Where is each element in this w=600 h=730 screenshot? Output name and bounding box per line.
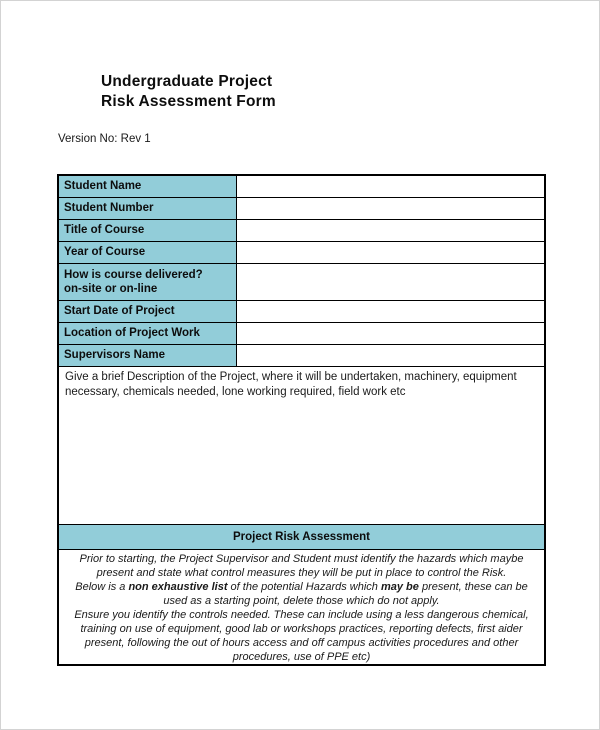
project-description-cell[interactable] xyxy=(59,367,544,525)
document-title xyxy=(101,72,276,111)
form-row-title-of-course xyxy=(59,220,544,242)
project-location-label: Location of Project Work xyxy=(59,323,237,344)
course-year-field[interactable] xyxy=(237,242,544,263)
supervisor-name-label: Supervisors Name xyxy=(59,345,237,366)
start-date-field[interactable] xyxy=(237,301,544,322)
course-delivery-label-line1: How is course delivered? xyxy=(64,268,203,281)
form-row-start-date xyxy=(59,301,544,323)
instruction-paragraph-2 xyxy=(69,580,534,608)
course-title-field[interactable] xyxy=(237,220,544,241)
supervisor-name-field[interactable] xyxy=(237,345,544,366)
course-delivery-label-line2: on-site or on-line xyxy=(64,283,158,295)
student-name-field[interactable] xyxy=(237,176,544,197)
course-delivery-field[interactable] xyxy=(237,264,544,300)
form-row-course-delivery xyxy=(59,264,544,301)
start-date-label: Start Date of Project xyxy=(59,301,237,322)
course-title-label: Title of Course xyxy=(59,220,237,241)
project-description-prompt: Give a brief Description of the Project, where it will be undertaken, machinery, equipment necessary, chemicals needed, lone working required, field work etc xyxy=(65,371,517,398)
course-year-label: Year of Course xyxy=(59,242,237,263)
instruction-paragraph-3: Ensure you identify the controls needed. These can include using a less dangerous chemical, training on use of equipment, good lab or workshops practices, reporting defects, first aider present, following the out of hours access and off campus activities procedures and other procedures, use of PPE etc) xyxy=(74,609,529,663)
course-delivery-label xyxy=(59,264,237,300)
paragraph2-text-1: Below is a xyxy=(75,581,129,593)
risk-assessment-instructions xyxy=(59,550,544,664)
title-line-2: Risk Assessment Form xyxy=(101,92,276,110)
risk-form-table xyxy=(57,174,546,666)
version-label: Version No: Rev 1 xyxy=(58,133,151,145)
form-row-supervisor-name xyxy=(59,345,544,367)
paragraph2-text-2: of the potential Hazards which xyxy=(227,581,381,593)
form-row-student-number xyxy=(59,198,544,220)
form-row-year-of-course xyxy=(59,242,544,264)
form-row-student-name xyxy=(59,176,544,198)
risk-assessment-section-header: Project Risk Assessment xyxy=(59,525,544,550)
paragraph2-bold-may-be: may be xyxy=(380,581,419,593)
student-name-label: Student Name xyxy=(59,176,237,197)
instruction-paragraph-1: Prior to starting, the Project Supervisor and Student must identify the hazards which maybe present and state what control measures they will be put in place to control the Risk. xyxy=(79,553,524,579)
form-row-project-location xyxy=(59,323,544,345)
project-location-field[interactable] xyxy=(237,323,544,344)
title-line-1: Undergraduate Project xyxy=(101,73,273,90)
paragraph2-text-3: present, these can be used as a starting point, delete those which do not apply. xyxy=(163,581,528,607)
student-number-field[interactable] xyxy=(237,198,544,219)
student-number-label: Student Number xyxy=(59,198,237,219)
paragraph2-bold-non-exhaustive-list: non exhaustive list xyxy=(128,581,228,593)
